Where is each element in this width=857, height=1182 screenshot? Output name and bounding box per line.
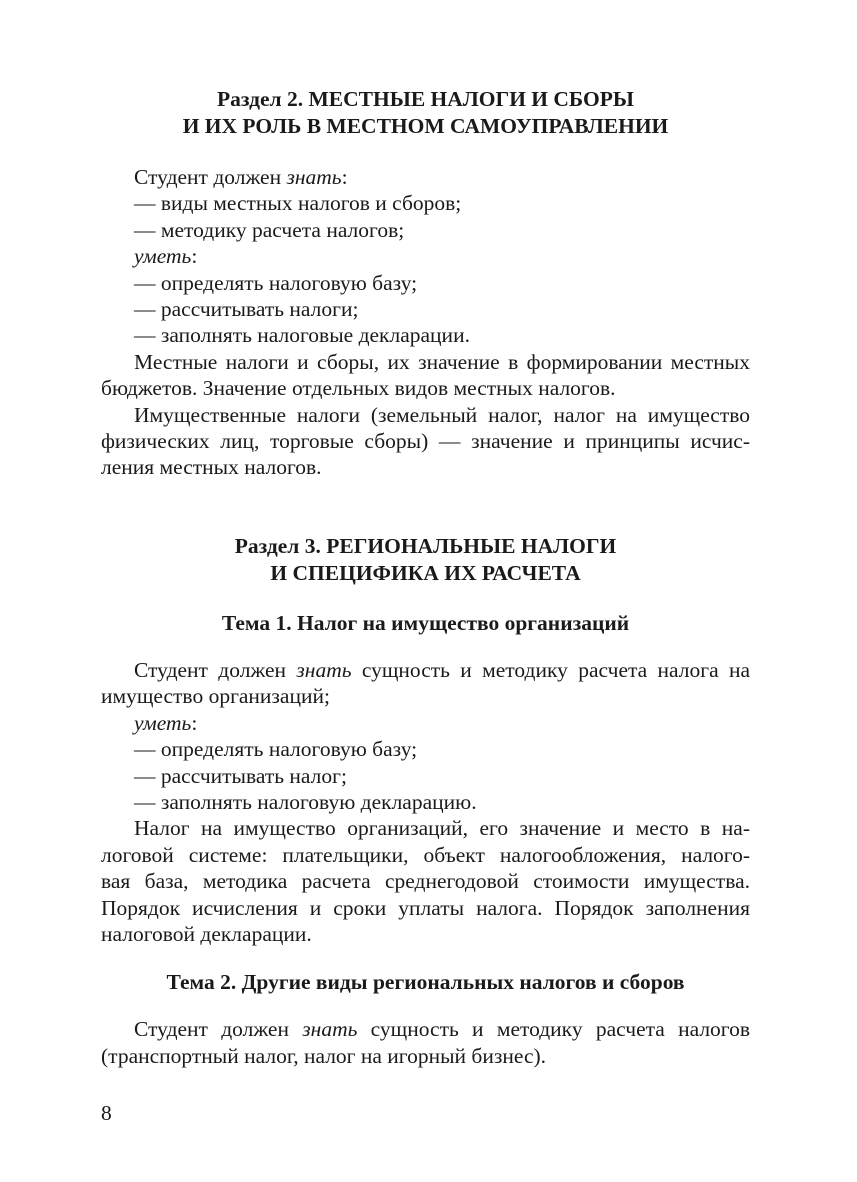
section-2-heading-line-2: И ИХ РОЛЬ В МЕСТНОМ САМОУПРАВЛЕНИИ — [182, 114, 669, 138]
topic-1-body — [101, 657, 750, 947]
paragraph-line: (транспортный налог, налог на игорный бизнес). — [101, 1043, 547, 1068]
page-content — [101, 82, 750, 1069]
paragraph-line: ления местных налогов. — [101, 455, 322, 480]
paragraph-line: вая база, методика расчета среднегодовой стоимости имущества. — [101, 869, 750, 894]
able-word: уметь — [134, 244, 192, 269]
paragraph-line: физических лиц, торговые сборы) — значение и принципы исчис- — [101, 429, 750, 454]
page-number: 8 — [101, 1101, 112, 1125]
able-intro-line: уметь: — [134, 710, 198, 735]
paragraph-line: имущество организаций; — [101, 684, 330, 709]
paragraph-line: бюджетов. Значение отдельных видов местных налогов. — [101, 376, 616, 401]
know-word: знать — [302, 1017, 358, 1042]
section-2-heading — [101, 86, 750, 140]
know-word: знать — [286, 165, 342, 189]
list-item: — рассчитывать налоги; — [134, 297, 359, 322]
paragraph-line: Имущественные налоги (земельный налог, налог на имущество — [134, 402, 750, 427]
section-3-heading-line-2: И СПЕЦИФИКА ИХ РАСЧЕТА — [270, 560, 581, 585]
know-word: знать — [296, 657, 352, 682]
section-2-body — [101, 164, 750, 481]
paragraph-line: налоговой декларации. — [101, 921, 312, 946]
able-intro-line: уметь: — [134, 244, 198, 269]
list-item: — заполнять налоговую декларацию. — [134, 789, 477, 814]
know-intro-line: Студент должен знать: — [134, 165, 348, 189]
list-item: — виды местных налогов и сборов; — [134, 191, 462, 216]
know-intro-line: Студент должен знать сущность и методику расчета налога на — [134, 657, 750, 682]
topic-1-heading: Тема 1. Налог на имущество организаций — [221, 610, 630, 635]
topic-2-body — [101, 1016, 750, 1069]
section-3-heading-line-1: Раздел 3. РЕГИОНАЛЬНЫЕ НАЛОГИ — [234, 533, 617, 558]
know-intro-line: Студент должен знать сущность и методику расчета налогов — [134, 1017, 750, 1042]
section-3-heading — [101, 533, 750, 587]
paragraph-line: Налог на имущество организаций, его значение и место в на- — [134, 816, 750, 841]
section-2-heading-line-1: Раздел 2. МЕСТНЫЕ НАЛОГИ И СБОРЫ — [217, 87, 634, 111]
paragraph-line: Местные налоги и сборы, их значение в формировании местных — [134, 349, 750, 374]
list-item: — определять налоговую базу; — [134, 737, 418, 762]
paragraph-line: логовой системе: плательщики, объект налогообложения, налого- — [101, 842, 750, 867]
list-item: — методику расчета налогов; — [134, 217, 405, 242]
topic-2-heading: Тема 2. Другие виды региональных налогов и сборов — [166, 970, 685, 995]
paragraph-line: Порядок исчисления и сроки уплаты налога. Порядок заполнения — [101, 895, 750, 920]
list-item: — определять налоговую базу; — [134, 270, 418, 295]
list-item: — заполнять налоговые декларации. — [134, 323, 470, 348]
able-word: уметь — [134, 710, 192, 735]
list-item: — рассчитывать налог; — [134, 763, 347, 788]
